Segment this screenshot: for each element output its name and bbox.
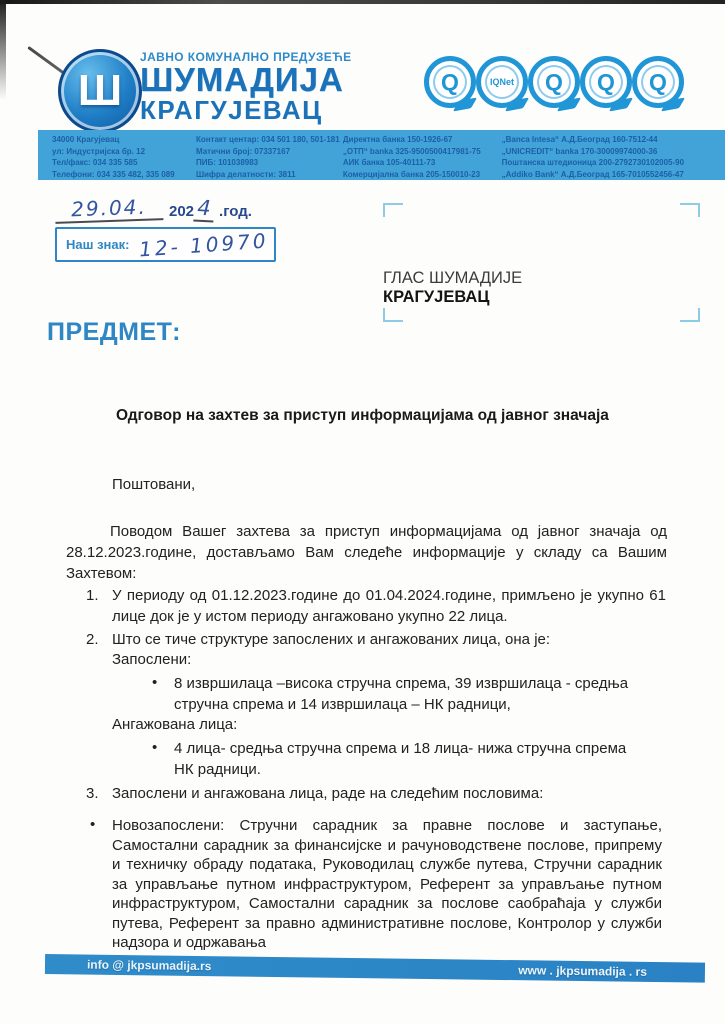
handwritten-year-digit: 4 — [193, 195, 214, 222]
list-number: 3. — [86, 785, 99, 802]
bank-accounts-column-1 — [343, 134, 502, 180]
contact-address-column — [52, 134, 196, 180]
reference-number-box — [55, 227, 276, 262]
date-year-printed: 202 — [169, 203, 195, 220]
scan-edge-left — [0, 0, 6, 100]
address-line: ул: Индустријска бр. 12 — [52, 146, 146, 156]
bullet-text: Новозапослени: Стручни сарадник за правне послове и заступање, Самостални сарадник за финансијске и рачуноводствене послове, припрему и техничку обраду података, Руководилац службе путева, Стручни сарадник за управљање путном инфраструктуром, Референт за управљање путном инфраструктуром, Самостални сарадник за послове саобраћаја у служби путева, Референт за правно административне послове, Контролор у служби надзора и одржавања — [112, 817, 662, 951]
footer-bar — [45, 954, 705, 983]
contact-ids-column — [196, 134, 343, 180]
bank-line: АИК банка 105-40111-73 — [342, 158, 436, 167]
date-line — [55, 192, 252, 222]
list-number: 2. — [86, 631, 99, 648]
handwritten-reference-number: 12- 10970 — [138, 228, 270, 261]
corner-mark-icon — [680, 308, 700, 322]
bullet-text: 8 извршилаца –висока стручна спрема, 39 извршилаца - средња стручна спрема и 14 извршилаца – НК радници, — [174, 675, 629, 713]
cert-seal-icon: Q — [424, 56, 476, 108]
certification-badges — [424, 56, 684, 108]
subject-label: ПРЕДМЕТ: — [47, 318, 181, 346]
footer-email: info @ jkpsumadija.rs — [86, 957, 212, 974]
contact-info-band — [38, 130, 725, 180]
recipient-name: ГЛАС ШУМАДИЈЕ — [383, 269, 523, 287]
company-logo-icon — [58, 49, 142, 133]
bank-accounts-column-2 — [502, 134, 725, 180]
cert-seal-icon: Q — [580, 56, 632, 108]
contact-line: Матични број: 07337167 — [195, 146, 291, 156]
list-item-3 — [86, 783, 666, 804]
recipient-block — [383, 269, 522, 307]
org-city: КРАГУЈЕВАЦ — [140, 95, 323, 125]
org-name: ШУМАДИЈА — [140, 61, 344, 98]
bullet-employees — [152, 673, 630, 715]
bank-line: Комерцијална банка 205-150010-23 — [342, 169, 481, 179]
document-title: Одговор на захтев за приступ информацијама од јавног значаја — [116, 407, 609, 424]
org-type-label: ЈАВНО КОМУНАЛНО ПРЕДУЗЕЋЕ — [140, 50, 352, 64]
cert-seal-icon: Q — [528, 56, 580, 108]
address-line: 34000 Крагујевац — [52, 135, 120, 144]
logo-letter: Ш — [77, 66, 123, 115]
bank-line: Поштанска штедионица 200-2792730102005-90 — [501, 158, 685, 167]
bank-line: „ОТП“ banka 325-9500500417981-75 — [342, 146, 481, 156]
bank-line: „Banca Intesa“ А.Д.Београд 160-7512-44 — [501, 135, 658, 144]
iqnet-seal-icon: IQNet — [476, 56, 528, 108]
corner-mark-icon — [680, 203, 700, 217]
cert-seal-icon: Q — [632, 56, 684, 108]
date-suffix-label: .год. — [219, 203, 252, 220]
bullet-text: 4 лица- средња стручна спрема и 18 лица- нижа стручна спрема НК радници. — [174, 740, 627, 778]
list-item-text: Запослени и ангажована лица, раде на следећим пословима: — [112, 785, 544, 802]
corner-mark-icon — [383, 308, 403, 322]
bank-line: „Addiko Bank“ А.Д.Београд 165-7010552456-47 — [501, 169, 684, 179]
salutation: Поштовани, — [112, 476, 196, 493]
bullet-icon: • — [152, 674, 158, 691]
contact-line: Контакт центар: 034 501 180, 501-181 — [195, 135, 340, 144]
bank-line: „UNICREDIT“ banka 170-30009974000-36 — [501, 146, 658, 156]
recipient-city: КРАГУЈЕВАЦ — [383, 288, 490, 306]
company-name-block — [140, 50, 352, 124]
bank-line: Директна банка 150-1926-67 — [342, 135, 453, 144]
engaged-label: Ангажована лица: — [112, 716, 238, 733]
list-item-2 — [86, 629, 666, 650]
footer-website: www . jkpsumadija . rs — [518, 963, 648, 979]
address-line: Телефони: 034 335 482, 335 089 — [52, 169, 175, 179]
corner-mark-icon — [383, 203, 403, 217]
bullet-engaged — [152, 738, 630, 780]
intro-paragraph: Поводом Вашег захтева за приступ информацијама од јавног значаја од 28.12.2023.године, достављамо Вам следеће информације у складу са Вашим Захтевом: — [66, 523, 667, 582]
handwritten-date: 29.04. — [55, 194, 164, 224]
reference-label: Наш знак: — [66, 237, 130, 252]
employees-label: Запослени: — [112, 651, 192, 668]
recipient-address-window — [383, 203, 700, 322]
list-item-text: Што се тиче структуре запослених и ангажованих лица, она је: — [112, 631, 551, 648]
scan-edge-top — [0, 0, 725, 4]
list-number: 1. — [86, 587, 99, 604]
bullet-icon: • — [90, 816, 96, 833]
contact-line: Шифра делатности: 3811 — [195, 169, 296, 179]
bullet-new-hires — [90, 816, 662, 953]
list-item-text: У периоду од 01.12.2023.године до 01.04.2024.године, примљено је укупно 61 лице док је у истом периоду ангажовано укупно 22 лица. — [112, 587, 666, 625]
address-line: Тел/факс: 034 335 585 — [52, 158, 138, 167]
list-item-1 — [86, 585, 666, 627]
contact-line: ПИБ: 101038983 — [195, 158, 259, 167]
bullet-icon: • — [152, 739, 158, 756]
